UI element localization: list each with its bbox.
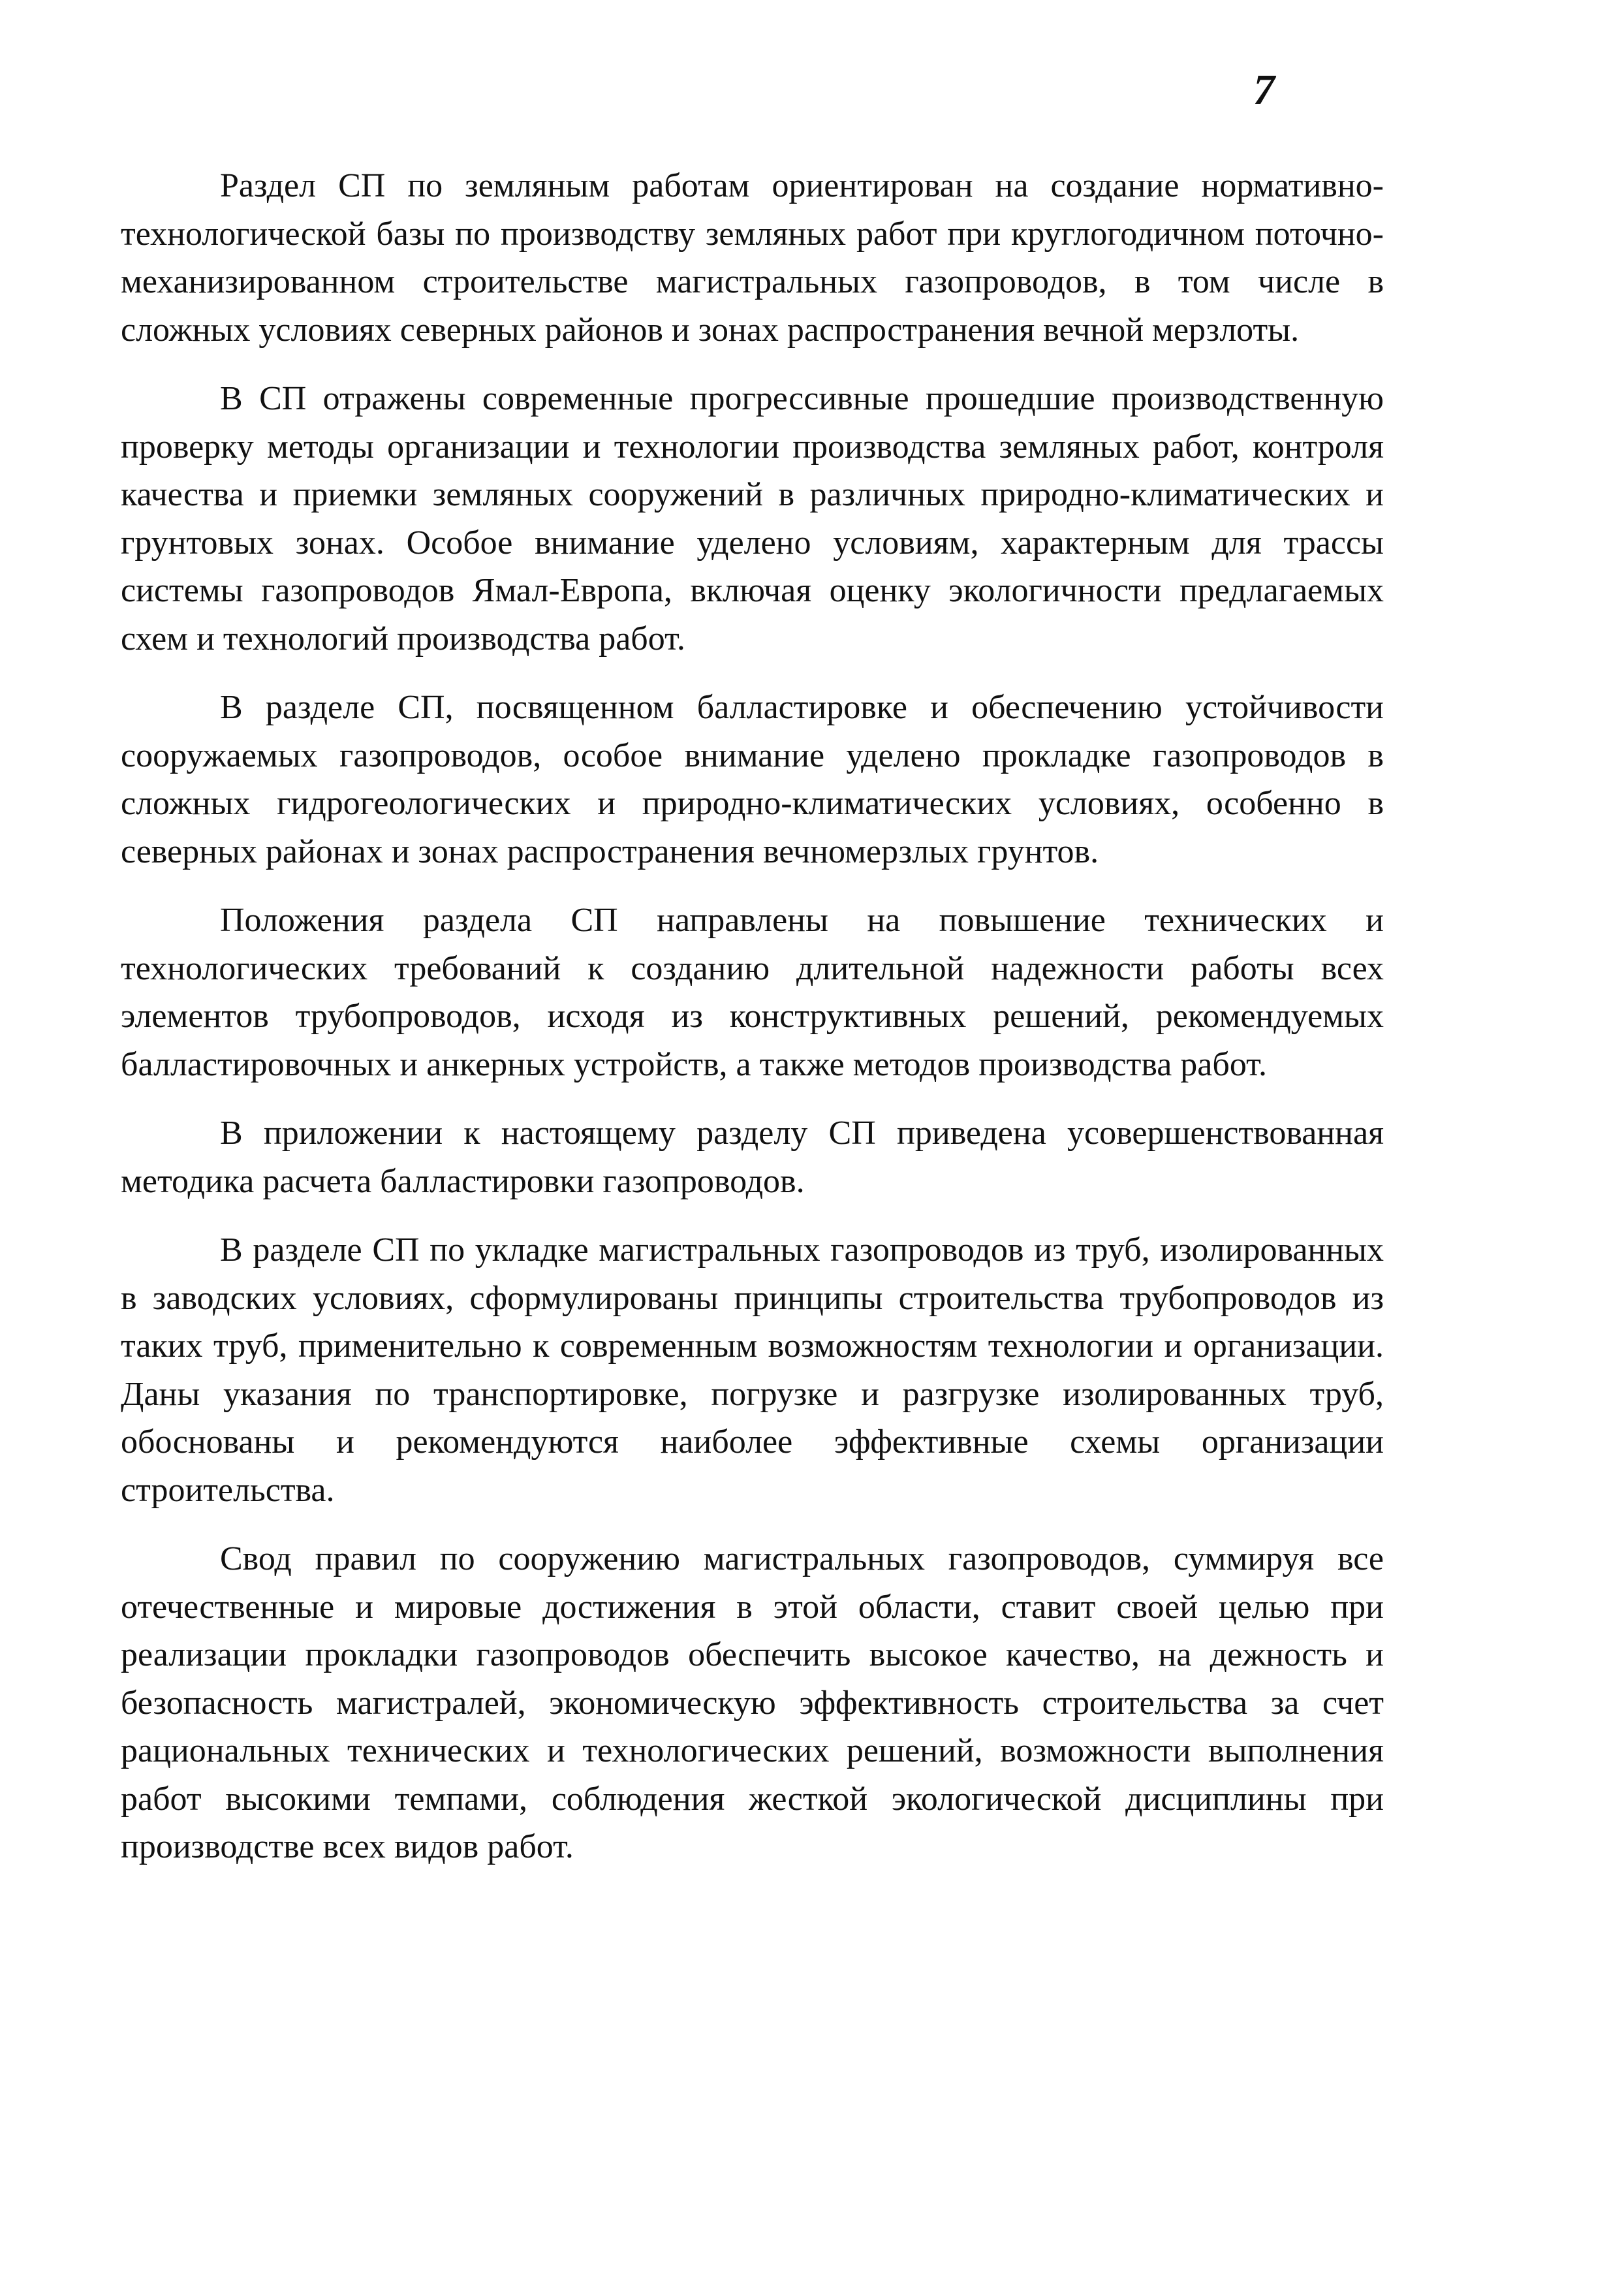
paragraph-reliability: Положения раздела СП направлены на повышение технических и технологических требований к созданию длительной надежности работы всех элементов трубопроводов, исходя из конструктивных решений, рекомендуемых балластировочных и анкерных устройств, а также методов производства работ. <box>121 902 1384 1083</box>
paragraph-ballasting: В разделе СП, посвященном балластировке и обеспечению устойчивости сооружаемых газопроводов, особое внимание уделено прокладке газопроводов в сложных гидрогеологических и природно-климатических условиях, особенно в северных районах и зонах распространения вечномерзлых грунтов. <box>121 689 1384 870</box>
paragraph-earthworks: Раздел СП по земляным работам ориентирован на создание нормативно-технологической базы по производству земляных работ при круглогодичном поточно-механизированном строительстве магистральных газопроводов, в том числе в сложных условиях северных районов и зонах распространения вечной мерзлоты. <box>121 167 1384 349</box>
paragraph-pipe-laying: В разделе СП по укладке магистральных газопроводов из труб, изолированных в заводских условиях, сформулированы принципы строительства трубопроводов из таких труб, применительно к современным возможностям технологии и организации. Даны указания по транспортировке, погрузке и разгрузке изолированных труб, обоснованы и рекомендуются наиболее эффективные схемы организации строительства. <box>121 1231 1384 1509</box>
paragraph-summary: Свод правил по сооружению магистральных газопроводов, суммируя все отечественные и мировые достижения в этой области, ставит своей целью при реализации прокладки газопроводов обеспечить высокое качество, на дежность и безопасность магистралей, экономическую эффективность строительства за счет рациональных технических и технологических решений, возможности выполнения работ высокими темпами, соблюдения жесткой экологической дисциплины при производстве всех видов работ. <box>121 1540 1384 1865</box>
page-number: 7 <box>1253 66 1275 114</box>
body-text <box>121 162 1384 1892</box>
paragraph-modern-methods: В СП отражены современные прогрессивные прошедшие производственную проверку методы организации и технологии производства земляных работ, контроля качества и приемки земляных сооружений в различных природно-климатических и грунтовых зонах. Особое внимание уделено условиям, характерным для трассы системы газопроводов Ямал-Европа, включая оценку экологичности предлагаемых схем и технологий производства работ. <box>121 380 1384 657</box>
paragraph-appendix: В приложении к настоящему разделу СП приведена усовершенствованная методика расчета балластировки газопроводов. <box>121 1115 1384 1200</box>
